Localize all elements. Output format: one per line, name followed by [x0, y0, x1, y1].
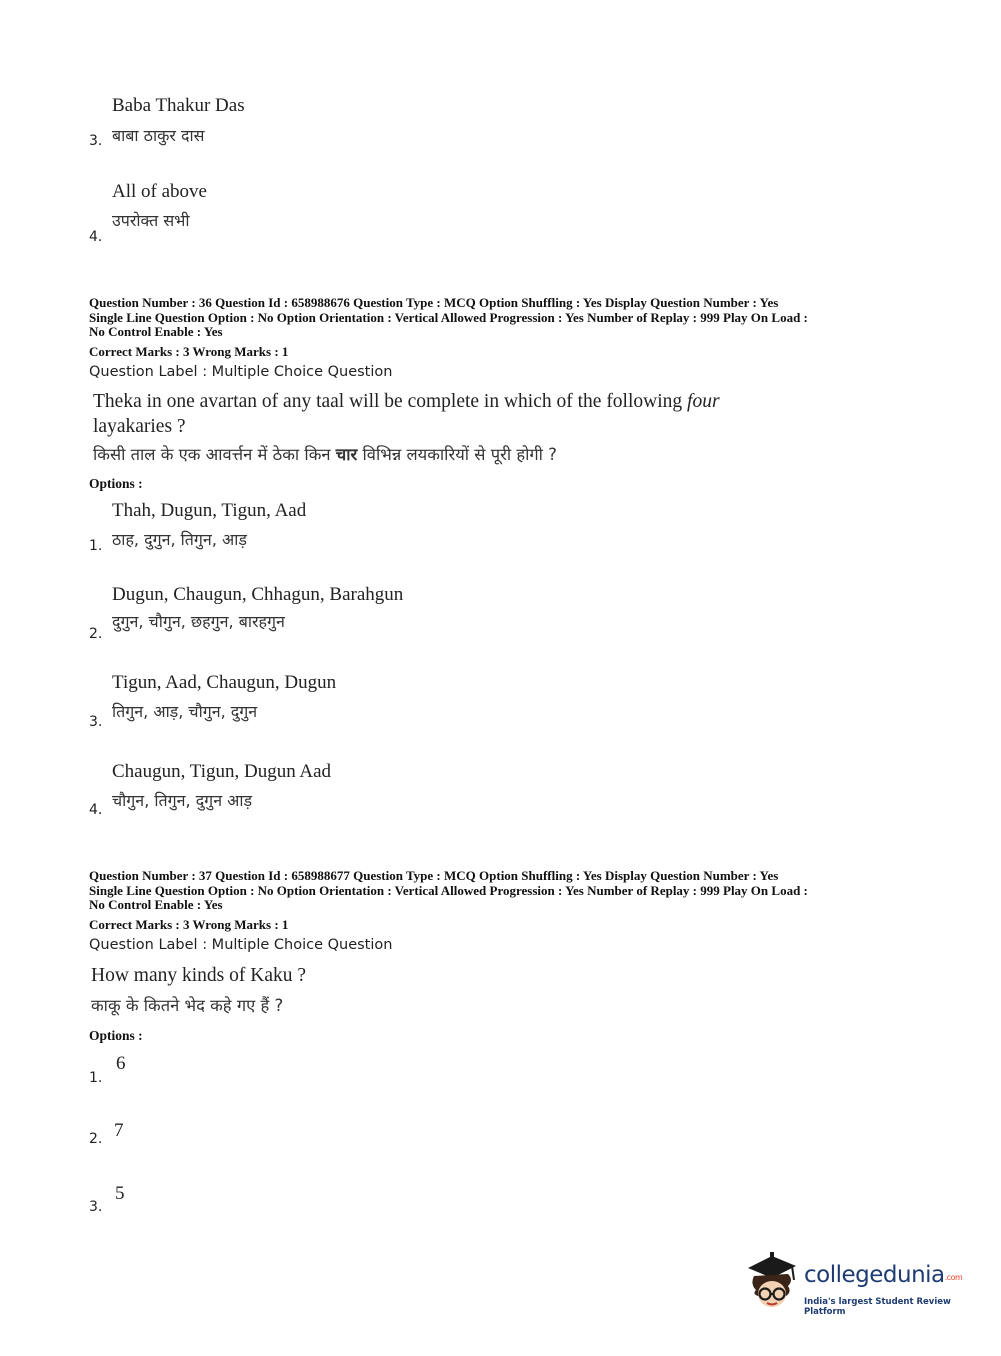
question-meta-line-3: No Control Enable : Yes	[89, 324, 223, 339]
option-4-english: Chaugun, Tigun, Dugun Aad	[112, 761, 332, 782]
option-2-value: 7	[114, 1120, 124, 1141]
option-4-number: 4.	[89, 229, 103, 245]
option-1-value: 6	[116, 1053, 126, 1074]
options-heading: Options :	[89, 476, 143, 491]
option-2-number: 2.	[89, 626, 103, 642]
option-3-hindi: तिगुन, आड़, चौगुन, दुगुन	[112, 702, 258, 721]
option-4-english: All of above	[112, 181, 207, 202]
logo-suffix: .com	[944, 1273, 963, 1282]
option-2-english: Dugun, Chaugun, Chhagun, Barahgun	[112, 584, 404, 605]
option-3-number: 3.	[89, 1199, 103, 1215]
option-2-hindi: दुगुन, चौगुन, छहगुन, बारहगुन	[112, 612, 285, 631]
option-4-hindi: चौगुन, तिगुन, दुगुन आड़	[112, 791, 253, 810]
question-marks: Correct Marks : 3 Wrong Marks : 1	[89, 344, 289, 359]
logo-tagline: India's largest Student Review Platform	[804, 1297, 951, 1317]
question-label: Question Label : Multiple Choice Question	[89, 937, 393, 953]
option-3-english: Baba Thakur Das	[112, 95, 245, 116]
question-text-english-part: Theka in one avartan of any taal will be complete in which of the following	[93, 391, 688, 412]
question-text-hindi: काकू के कितने भेद कहे गए हैं ?	[91, 996, 284, 1015]
question-meta-line-2: Single Line Question Option : No Option Orientation : Vertical Allowed Progression : Yes Number of Replay : 999 Play On Load :	[89, 883, 808, 898]
options-heading: Options :	[89, 1028, 143, 1043]
option-4-hindi: उपरोक्त सभी	[112, 211, 190, 230]
question-text-hindi	[93, 442, 557, 465]
question-label: Question Label : Multiple Choice Question	[89, 364, 393, 380]
question-meta-line-1: Question Number : 36 Question Id : 658988676 Question Type : MCQ Option Shuffling : Yes Display Question Number : Yes	[89, 295, 779, 310]
question-meta-line-3: No Control Enable : Yes	[89, 897, 223, 912]
question-text-hindi-emphasis: चार	[335, 445, 358, 464]
question-text-hindi-part-1: किसी ताल के एक आवर्त्तन में ठेका किन	[93, 445, 336, 464]
mascot-icon	[740, 1250, 804, 1314]
option-1-hindi: ठाह, दुगुन, तिगुन, आड़	[112, 530, 247, 549]
question-text-english-line-2: layakaries ?	[93, 416, 186, 437]
option-4-number: 4.	[89, 802, 103, 818]
option-2-number: 2.	[89, 1131, 103, 1147]
logo-name: collegedunia	[804, 1262, 945, 1288]
question-text-english	[93, 391, 720, 413]
option-3-hindi: बाबा ठाकुर दास	[112, 126, 205, 145]
logo-wordmark	[804, 1262, 962, 1288]
option-3-value: 5	[115, 1183, 125, 1204]
question-marks: Correct Marks : 3 Wrong Marks : 1	[89, 917, 289, 932]
question-text-emphasis: four	[687, 391, 720, 412]
question-text-english: How many kinds of Kaku ?	[91, 965, 307, 986]
collegedunia-logo	[740, 1248, 970, 1318]
option-3-number: 3.	[89, 714, 103, 730]
option-1-english: Thah, Dugun, Tigun, Aad	[112, 500, 307, 521]
option-1-number: 1.	[89, 538, 103, 554]
option-3-english: Tigun, Aad, Chaugun, Dugun	[112, 672, 337, 693]
option-3-number: 3.	[89, 133, 103, 149]
question-meta-line-2: Single Line Question Option : No Option Orientation : Vertical Allowed Progression : Yes Number of Replay : 999 Play On Load :	[89, 310, 808, 325]
question-text-hindi-part-2: विभिन्न लयकारियों से पूरी होगी ?	[357, 445, 557, 464]
question-meta-line-1: Question Number : 37 Question Id : 658988677 Question Type : MCQ Option Shuffling : Yes Display Question Number : Yes	[89, 868, 779, 883]
option-1-number: 1.	[89, 1070, 103, 1086]
